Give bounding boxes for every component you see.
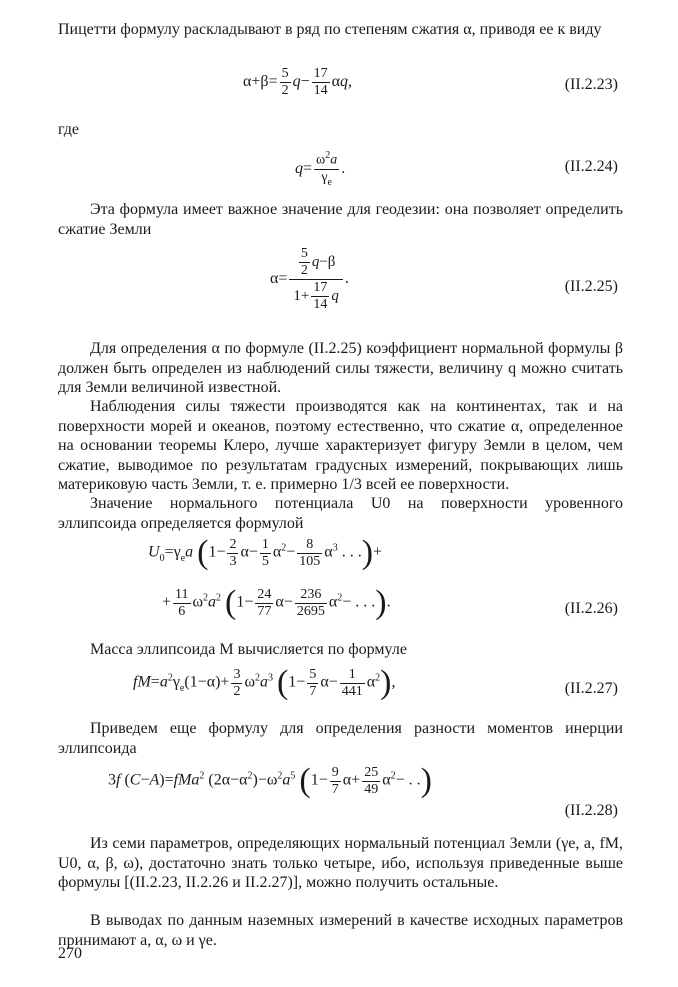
paragraph-determination: Для определения α по формуле (II.2.25) коэффициент нормальной формулы β должен быть определен из наблюдений силы тяжести, величину q можно считать для Земли величиной известной. [58,340,623,396]
equation-ii-2-23: α+β= $\frac{5}{2}$ q− $\frac{17}{14}$ αq, (II.2.23) [243,66,618,98]
equation-number: (II.2.26) [564,600,618,617]
paragraph-intro: Пицетти формулу раскладывают в ряд по степеням сжатия α, приводя ее к виду [58,21,602,38]
equation-ii-2-26: $U_0=\gamma_ea$ (1− $\frac{2}{3}$ α− $\frac{1}{5}$ $\alpha^2-$ $\frac{8}{105}$ $\alpha^3$ . . .)+ + $\frac{11}{6}$ $\omega^2a^2$ (1− $\frac{24}{77}$ α− $\frac{236}{2695}$ $\alpha^2-$ . . .). (II.2.26) [148,534,618,621]
paragraph-parameters: Из семи параметров, определяющих нормальный потенциал Земли (γe, a, fM, U0, α, β, ω), достаточно знать только четыре, ибо, используя приведенные выше формулы [(II.2.23, II.2.26 и II.2.27)], можно получить остальные. [58,835,623,891]
equation-number: (II.2.24) [564,158,618,175]
equation-number: (II.2.28) [564,802,618,819]
equation-number: (II.2.25) [564,278,618,295]
equation-ii-2-24: q= $\frac{\omega^2a}{\gamma_e}$ . (II.2.24) [295,150,618,188]
paragraph-mass: Масса эллипсоида M вычисляется по формуле [90,641,407,658]
page-number: 270 [58,945,82,962]
equation-ii-2-27: $fM=a^2\gamma_e(1-\alpha)+$ $\frac{3}{2}$ $\omega^2a^3$ (1− $\frac{5}{7}$ α− $\frac{1}{441}$ $\alpha^2$), (II.2.27) [133,664,618,701]
paragraph-where: где [58,121,80,138]
equation-number: (II.2.27) [564,680,618,697]
paragraph-conclusion: В выводах по данным наземных измерений в качестве исходных параметров принимают a, α, ω и γe. [58,912,623,949]
paragraph-gravity: Наблюдения силы тяжести производятся как на континентах, так и на поверхности морей и океанов, поэтому естественно, что сжатие α, определенное на основании теоремы Клеро, лучше характеризует фигуру Земли в целом, чем сжатие, выводимое по результатам градусных измерений, покрывающих лишь материковую часть Земли, т. е. примерно 1/3 всей ее поверхности. [58,398,623,493]
equation-number: (II.2.23) [564,76,618,93]
paragraph-inertia: Приведем еще формулу для определения разности моментов инерции эллипсоида [58,720,623,757]
equation-ii-2-28: 3f (C−A)=fMa$^2$ $(2\alpha-\alpha^2)-\omega^2a^5$ (1− $\frac{9}{7}$ α+ $\frac{25}{49}$ $\alpha^2-$ . .) (II.2.28) [108,762,618,819]
paragraph-geodesy: Эта формула имеет важное значение для геодезии: она позволяет определить сжатие Земли [58,201,623,238]
equation-ii-2-25: α= $\frac{5}{2}$ q−β 1+ $\frac{17}{14}$ q . (II.2.25) [270,246,618,312]
paragraph-potential: Значение нормального потенциала U0 на поверхности уровенного эллипсоида определяется формулой [58,495,623,532]
